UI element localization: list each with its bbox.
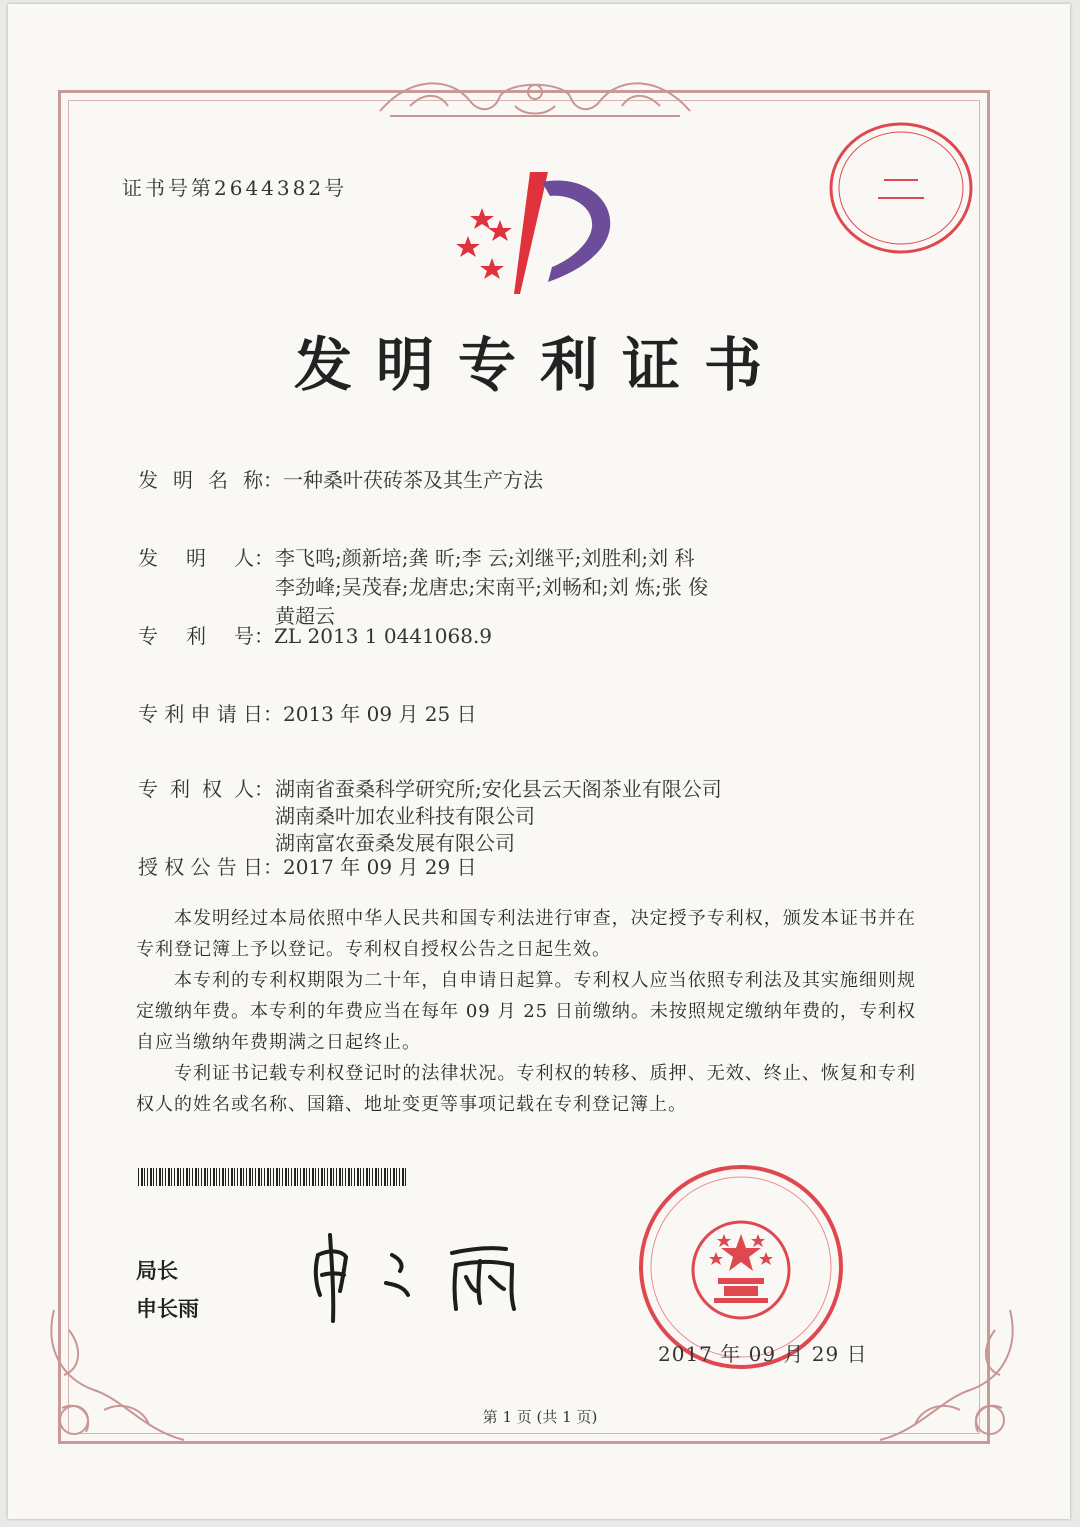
- application-date-value: 2013 年 09 月 25 日: [283, 702, 477, 726]
- certificate-number: 证书号第2644382号: [122, 176, 348, 200]
- inventors-row: [138, 544, 709, 628]
- invention-name-label: 发 明 名 称: [138, 468, 263, 492]
- patentee-line: 湖南桑叶加农业科技有限公司: [275, 804, 535, 828]
- body-paragraph: 本发明经过本局依照中华人民共和国专利法进行审查，决定授予专利权，颁发本证书并在专利登记簿上予以登记。专利权自授权公告之日起生效。: [136, 908, 916, 960]
- patent-number-label: 专 利 号: [138, 624, 254, 648]
- inventors-label: 发 明 人: [138, 546, 254, 570]
- colon: ：: [263, 855, 283, 879]
- invention-name-value: 一种桑叶茯砖茶及其生产方法: [283, 468, 543, 492]
- patentees-row: [138, 776, 722, 855]
- patent-office-logo-icon: [452, 172, 622, 297]
- patentee-line: 湖南富农蚕桑发展有限公司: [275, 831, 515, 855]
- inventors-line: 李劲峰;吴茂春;龙唐忠;宋南平;刘畅和;刘 炼;张 俊: [275, 575, 709, 599]
- inventors-line: 李飞鸣;颜新培;龚 昕;李 云;刘继平;刘胜利;刘 科: [275, 546, 695, 570]
- patentees-label: 专 利 权 人: [138, 777, 254, 801]
- director-block: [136, 1252, 199, 1328]
- colon: ：: [254, 624, 274, 648]
- director-title: 局长: [136, 1259, 178, 1283]
- invention-name-row: [138, 464, 543, 493]
- inventors-list: [275, 544, 708, 631]
- patentees-list: [275, 776, 722, 857]
- colon: ：: [254, 546, 274, 570]
- grant-date-row: [138, 851, 477, 880]
- colon: ：: [254, 777, 274, 801]
- director-signature: [300, 1225, 540, 1325]
- application-date-label: 专 利 申 请 日: [138, 702, 263, 726]
- colon: ：: [263, 468, 283, 492]
- seal-date: 2017 年 09 月 29 日: [658, 1342, 868, 1366]
- page-footer: 第 1 页 (共 1 页): [482, 1408, 598, 1426]
- tax-stamp-seal: [826, 118, 976, 258]
- director-name: 申长雨: [136, 1297, 199, 1321]
- barcode: [138, 1168, 406, 1186]
- body-paragraph: 专利证书记载专利权登记时的法律状况。专利权的转移、质押、无效、终止、恢复和专利权人的姓名或名称、国籍、地址变更等事项记载在专利登记簿上。: [136, 1063, 916, 1115]
- inventors-line: 黄超云: [275, 604, 335, 628]
- grant-date-value: 2017 年 09 月 29 日: [283, 855, 477, 879]
- certificate-title: 发明专利证书: [293, 331, 786, 399]
- application-date-row: [138, 698, 477, 727]
- grant-date-label: 授 权 公 告 日: [138, 855, 263, 879]
- patent-number-value: ZL 2013 1 0441068.9: [274, 624, 493, 648]
- patentee-line: 湖南省蚕桑科学研究所;安化县云天阁茶业有限公司: [275, 777, 722, 801]
- top-ornament: [370, 66, 700, 126]
- body-paragraph: 本专利的专利权期限为二十年，自申请日起算。专利权人应当依照专利法及其实施细则规定缴纳年费。本专利的年费应当在每年 09 月 25 日前缴纳。未按照规定缴纳年费的，专利权自应当缴纳年费期满之日起终止。: [136, 970, 916, 1053]
- colon: ：: [263, 702, 283, 726]
- patent-number-row: [138, 620, 492, 649]
- bottom-right-ornament: [860, 1290, 1030, 1460]
- certificate-body: [136, 903, 916, 1120]
